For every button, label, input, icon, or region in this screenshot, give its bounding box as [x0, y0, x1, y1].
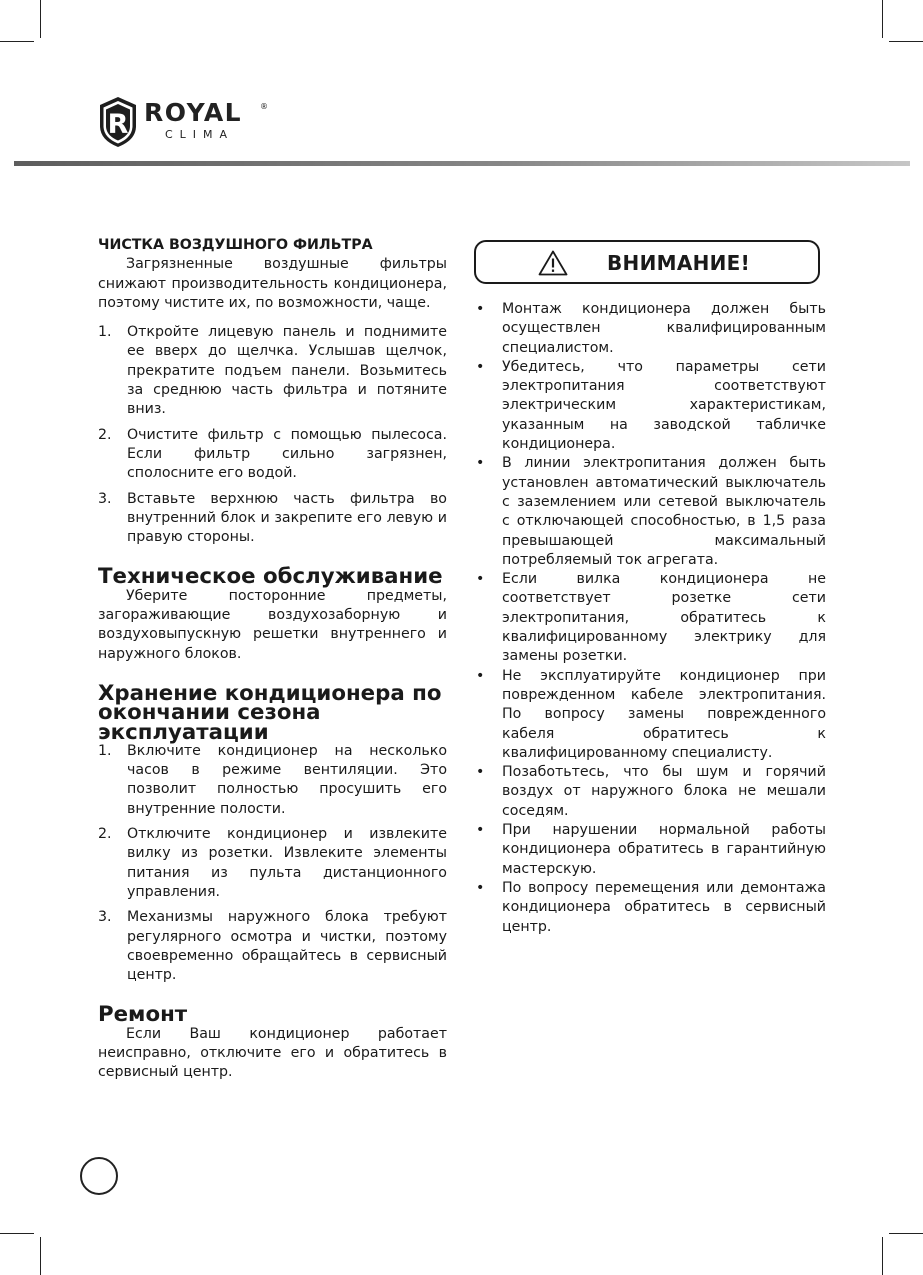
- crop-mark-bottom-right-h: [889, 1233, 923, 1234]
- list-item: 2. Отключите кондиционер и извлеките вилку из розетки. Извлеките элементы питания из пульта дистанционного управления.: [98, 826, 447, 900]
- page-number-circle: [80, 1157, 118, 1195]
- list-item: 1. Откройте лицевую панель и поднимите ее вверх до щелчка. Услышав щелчок, прекратите подъем панели. Возьмитесь за среднюю часть фильтра и потяните вниз.: [98, 324, 447, 418]
- list-item: • Не эксплуатируйте кондиционер при поврежденном кабеле электропитания. По вопросу замены поврежденного кабеля обратитесь к квалифицированному специалисту.: [476, 667, 826, 761]
- list-item: • При нарушении нормальной работы кондиционера обратитесь в гарантийную мастерскую.: [476, 822, 826, 877]
- list-item: • Позаботьтесь, что бы шум и горячий воздух от наружного блока не мешали соседям.: [476, 764, 826, 819]
- list-item: • Если вилка кондиционера не соответствует розетке сети электропитания, обратитесь к квалифицированному электрику для замены розетки.: [476, 571, 826, 665]
- crop-mark-top-right-h: [889, 41, 923, 42]
- warning-triangle-icon: [538, 250, 568, 276]
- warning-bullet-list: [474, 300, 826, 937]
- list-item: • По вопросу перемещения или демонтажа кондиционера обратитесь в сервисный центр.: [476, 879, 826, 935]
- brand-logo: [98, 96, 278, 152]
- shield-logo-icon: [98, 96, 138, 148]
- repair-heading: Ремонт: [98, 1002, 188, 1028]
- warning-title: ВНИМАНИЕ!: [607, 251, 751, 275]
- repair-paragraph: Если Ваш кондиционер работает неисправно, отключите его и обратитесь в сервисный центр.: [98, 1025, 447, 1081]
- list-item: • Убедитесь, что параметры сети электропитания соответствуют электрическим характеристикам, указанным на заводской табличке кондиционера.: [476, 358, 826, 453]
- registered-mark: ®: [260, 102, 268, 111]
- svg-text:R: R: [107, 109, 129, 140]
- filter-intro-paragraph: Загрязненные воздушные фильтры снижают производительность кондиционера, поэтому чистите их, по возможности, чаще.: [98, 256, 447, 311]
- storage-heading: Хранение кондиционера по окончании сезона эксплуатации: [98, 680, 442, 745]
- list-item: 2. Очистите фильтр с помощью пылесоса. Если фильтр сильно загрязнен, сполосните его водой.: [98, 426, 447, 482]
- right-column: [474, 240, 826, 937]
- header-gradient-bar: [14, 161, 910, 166]
- list-item: 3. Вставьте верхнюю часть фильтра во внутренний блок и закрепите его левую и правую стороны.: [98, 490, 447, 546]
- storage-steps-list: [98, 742, 447, 986]
- service-paragraph: Уберите посторонние предметы, загораживающие воздухозаборную и воздуховыпускную решетки внутреннего и наружного блоков.: [98, 587, 447, 662]
- crop-mark-bottom-right: [882, 1237, 883, 1275]
- warning-banner: [474, 240, 820, 284]
- list-item: • В линии электропитания должен быть установлен автоматический выключатель с заземлением или сетевой выключатель с отключающей способностью, в 1,5 раза превышающей максимальный потребляемый ток агрегата.: [476, 455, 826, 568]
- crop-mark-top-left: [40, 0, 41, 38]
- brand-name: ROYAL: [144, 98, 243, 127]
- filter-steps-list: [98, 323, 447, 547]
- crop-mark-bottom-left: [40, 1237, 41, 1275]
- list-item: 3. Механизмы наружного блока требуют регулярного осмотра и чистки, поэтому своевременно обращайтесь в сервисный центр.: [98, 909, 447, 984]
- crop-mark-top-right: [882, 0, 883, 38]
- crop-mark-top-left-h: [0, 41, 34, 42]
- list-item: 1. Включите кондиционер на несколько часов в режиме вентиляции. Это позволит полностью просушить его внутренние полости.: [98, 742, 447, 817]
- service-heading: Техническое обслуживание: [98, 564, 443, 590]
- list-item: • Монтаж кондиционера должен быть осуществлен квалифицированным специалистом.: [476, 301, 826, 356]
- brand-sub: CLIMA: [165, 128, 235, 141]
- left-column: [98, 236, 447, 1083]
- crop-mark-bottom-left-h: [0, 1233, 34, 1234]
- filter-cleaning-heading: ЧИСТКА ВОЗДУШНОГО ФИЛЬТРА: [98, 237, 373, 253]
